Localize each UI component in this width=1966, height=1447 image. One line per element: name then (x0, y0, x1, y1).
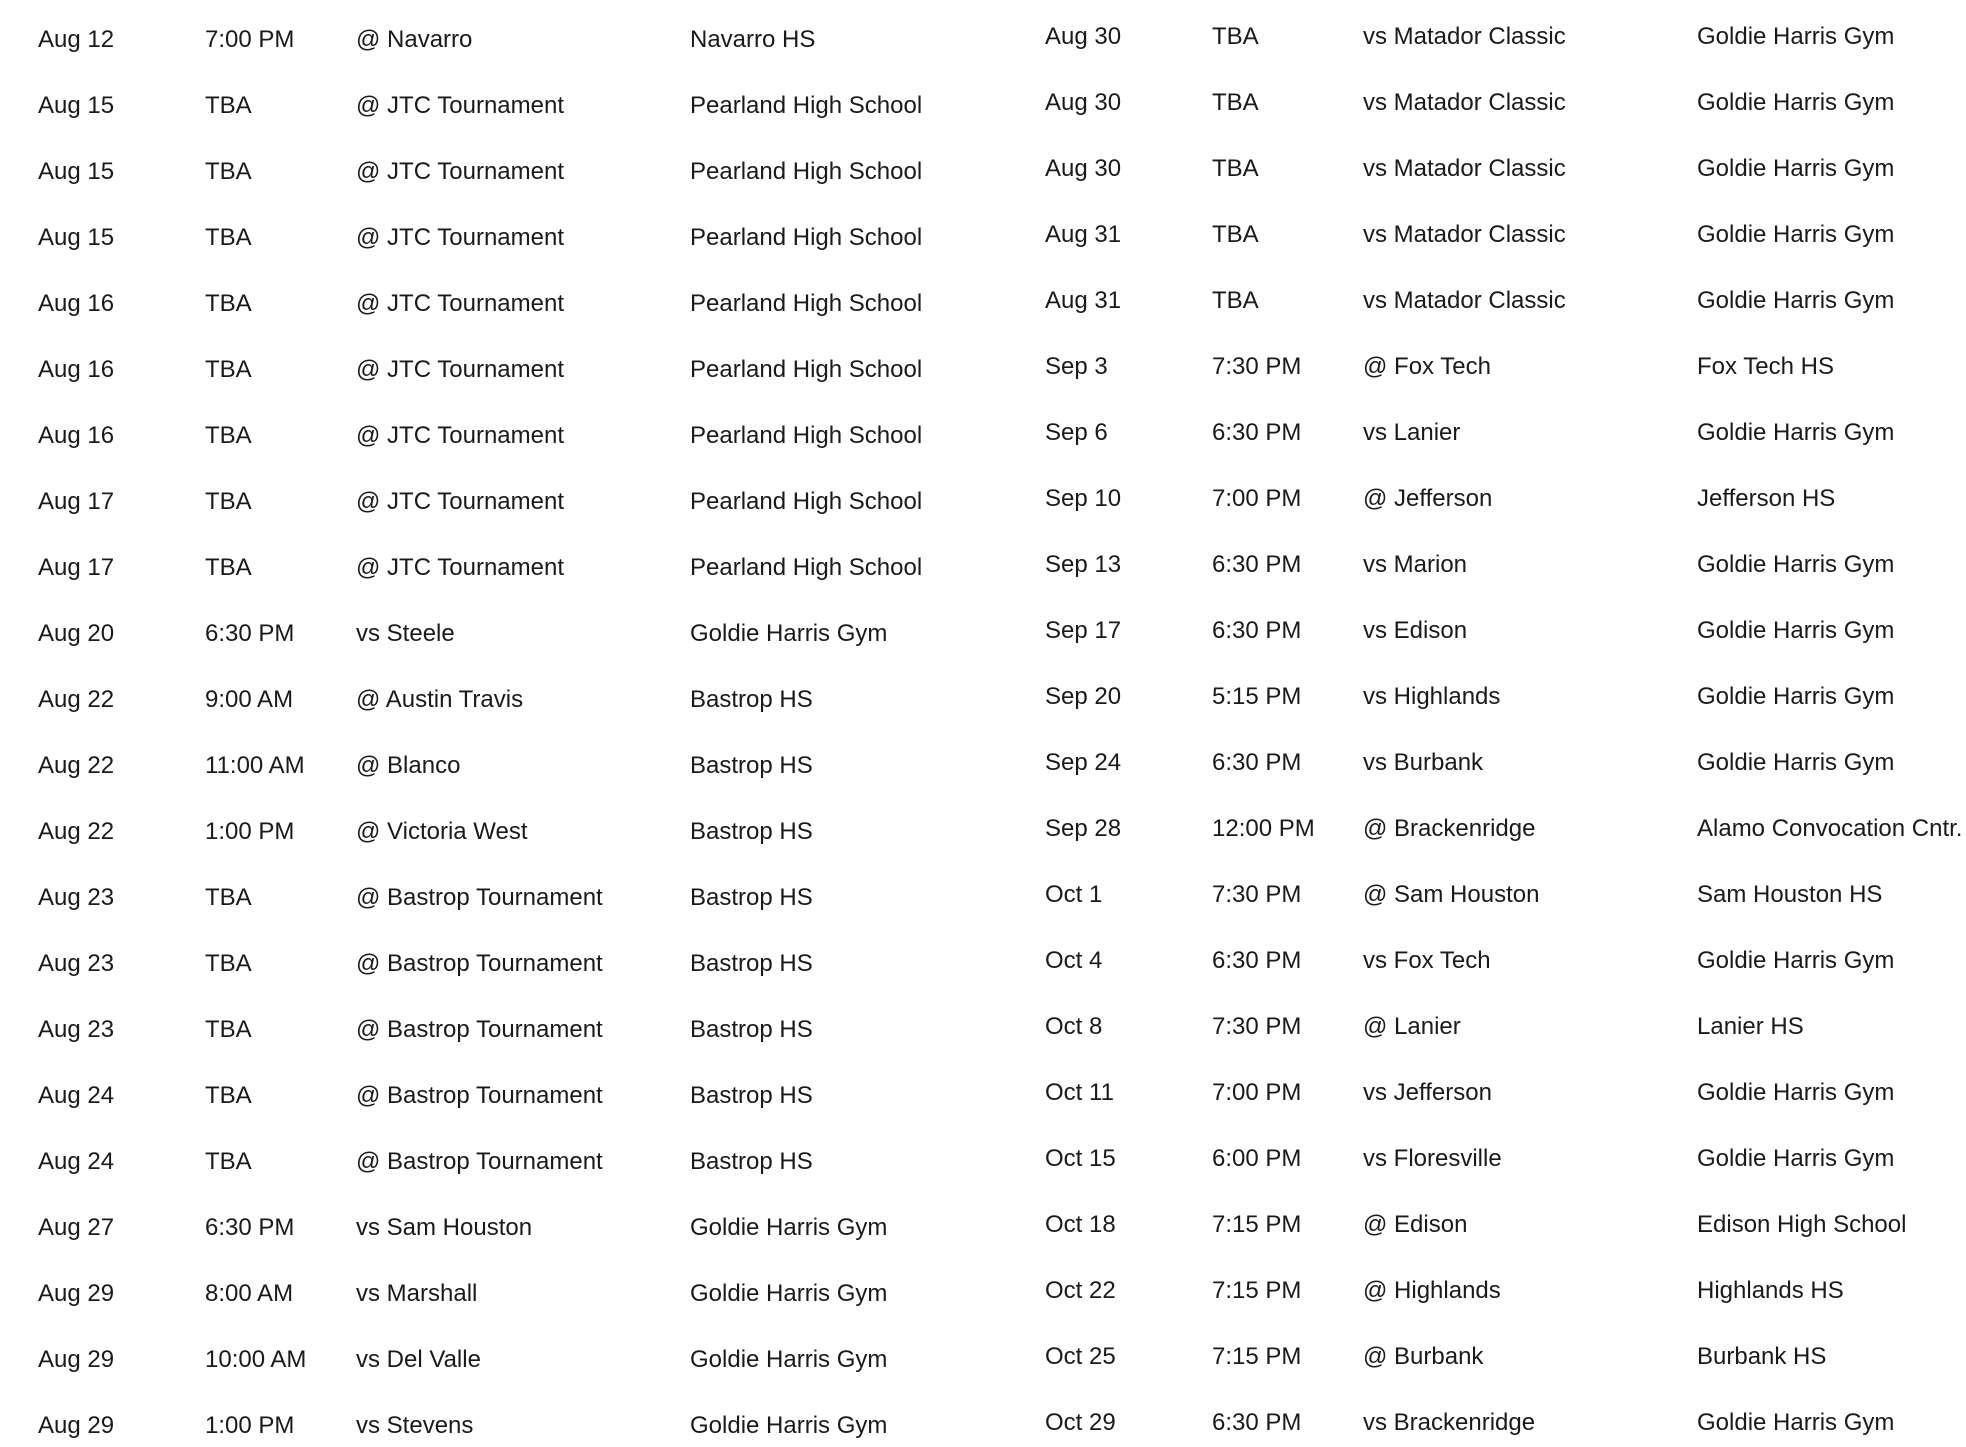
game-location: Goldie Harris Gym (1697, 23, 1895, 50)
game-date: Oct 11 (1045, 1079, 1114, 1106)
game-location: Goldie Harris Gym (1697, 89, 1895, 116)
game-location: Sam Houston HS (1697, 881, 1883, 908)
game-location: Bastrop HS (690, 950, 813, 977)
game-time: 5:15 PM (1212, 683, 1302, 710)
game-time: TBA (205, 488, 252, 515)
game-location: Jefferson HS (1697, 485, 1836, 512)
game-time: 6:00 PM (1212, 1145, 1302, 1172)
game-date: Aug 22 (38, 686, 115, 713)
game-date: Oct 8 (1045, 1013, 1103, 1040)
game-time: TBA (205, 92, 252, 119)
game-time: 7:15 PM (1212, 1211, 1302, 1238)
game-date: Oct 18 (1045, 1211, 1116, 1238)
game-opponent: vs Matador Classic (1363, 89, 1566, 116)
game-location: Bastrop HS (690, 1016, 813, 1043)
game-opponent: vs Sam Houston (356, 1214, 533, 1241)
game-location: Edison High School (1697, 1211, 1907, 1238)
game-time: 7:15 PM (1212, 1343, 1302, 1370)
game-location: Pearland High School (690, 356, 923, 383)
game-location: Goldie Harris Gym (1697, 1145, 1895, 1172)
game-time: 8:00 AM (205, 1280, 294, 1307)
game-location: Fox Tech HS (1697, 353, 1834, 380)
game-location: Goldie Harris Gym (1697, 947, 1895, 974)
game-location: Goldie Harris Gym (1697, 551, 1895, 578)
game-date: Sep 10 (1045, 485, 1122, 512)
game-location: Goldie Harris Gym (690, 1346, 888, 1373)
game-opponent: @ Bastrop Tournament (356, 1016, 603, 1043)
game-location: Alamo Convocation Cntr. (1697, 815, 1963, 842)
game-time: 10:00 AM (205, 1346, 307, 1373)
game-opponent: vs Floresville (1363, 1145, 1502, 1172)
game-location: Bastrop HS (690, 686, 813, 713)
game-date: Oct 22 (1045, 1277, 1116, 1304)
game-opponent: vs Steele (356, 620, 455, 647)
game-date: Aug 17 (38, 554, 115, 581)
game-time: 6:30 PM (1212, 947, 1302, 974)
game-time: 6:30 PM (1212, 551, 1302, 578)
game-date: Aug 17 (38, 488, 115, 515)
game-opponent: @ Edison (1363, 1211, 1468, 1238)
game-location: Goldie Harris Gym (1697, 419, 1895, 446)
game-date: Aug 24 (38, 1148, 115, 1175)
game-date: Aug 23 (38, 950, 115, 977)
game-date: Aug 27 (38, 1214, 115, 1241)
game-opponent: @ JTC Tournament (356, 224, 564, 251)
game-opponent: @ Blanco (356, 752, 461, 779)
game-time: 6:30 PM (205, 620, 295, 647)
game-date: Aug 31 (1045, 221, 1122, 248)
game-location: Goldie Harris Gym (1697, 1079, 1895, 1106)
game-opponent: @ Bastrop Tournament (356, 950, 603, 977)
game-date: Aug 30 (1045, 89, 1122, 116)
game-time: TBA (1212, 155, 1259, 182)
game-time: TBA (205, 158, 252, 185)
game-time: 6:30 PM (1212, 617, 1302, 644)
game-location: Goldie Harris Gym (1697, 749, 1895, 776)
game-date: Oct 4 (1045, 947, 1103, 974)
game-location: Pearland High School (690, 422, 923, 449)
game-time: TBA (205, 554, 252, 581)
game-location: Pearland High School (690, 158, 923, 185)
game-date: Aug 16 (38, 356, 115, 383)
game-date: Aug 29 (38, 1346, 115, 1373)
game-time: TBA (205, 950, 252, 977)
game-location: Goldie Harris Gym (1697, 617, 1895, 644)
game-time: 7:30 PM (1212, 353, 1302, 380)
game-time: 7:00 PM (1212, 1079, 1302, 1106)
game-date: Sep 24 (1045, 749, 1122, 776)
game-date: Sep 28 (1045, 815, 1122, 842)
game-time: TBA (205, 290, 252, 317)
game-date: Aug 29 (38, 1412, 115, 1439)
game-date: Aug 15 (38, 224, 115, 251)
game-date: Oct 25 (1045, 1343, 1116, 1370)
game-time: TBA (1212, 89, 1259, 116)
game-date: Aug 16 (38, 422, 115, 449)
game-opponent: @ JTC Tournament (356, 92, 564, 119)
game-location: Lanier HS (1697, 1013, 1804, 1040)
game-time: TBA (1212, 287, 1259, 314)
game-location: Pearland High School (690, 554, 923, 581)
game-date: Sep 13 (1045, 551, 1122, 578)
game-location: Goldie Harris Gym (690, 1280, 888, 1307)
game-opponent: vs Fox Tech (1363, 947, 1491, 974)
game-opponent: @ Fox Tech (1363, 353, 1491, 380)
game-time: 7:15 PM (1212, 1277, 1302, 1304)
game-location: Bastrop HS (690, 818, 813, 845)
game-time: TBA (205, 224, 252, 251)
game-time: TBA (1212, 23, 1259, 50)
game-time: 6:30 PM (1212, 749, 1302, 776)
game-date: Aug 30 (1045, 23, 1122, 50)
game-opponent: @ Sam Houston (1363, 881, 1540, 908)
game-location: Bastrop HS (690, 884, 813, 911)
game-opponent: vs Edison (1363, 617, 1468, 644)
game-date: Sep 6 (1045, 419, 1108, 446)
game-opponent: @ Bastrop Tournament (356, 1082, 603, 1109)
game-opponent: @ JTC Tournament (356, 554, 564, 581)
game-opponent: @ Lanier (1363, 1013, 1461, 1040)
game-date: Aug 30 (1045, 155, 1122, 182)
game-time: TBA (205, 356, 252, 383)
game-date: Sep 3 (1045, 353, 1108, 380)
game-opponent: vs Matador Classic (1363, 155, 1566, 182)
game-location: Burbank HS (1697, 1343, 1827, 1370)
game-opponent: @ Burbank (1363, 1343, 1484, 1370)
game-location: Goldie Harris Gym (1697, 221, 1895, 248)
game-location: Bastrop HS (690, 1082, 813, 1109)
game-location: Pearland High School (690, 290, 923, 317)
game-opponent: vs Highlands (1363, 683, 1501, 710)
game-location: Pearland High School (690, 224, 923, 251)
game-date: Aug 12 (38, 26, 115, 53)
game-time: 6:30 PM (1212, 419, 1302, 446)
game-opponent: @ Highlands (1363, 1277, 1501, 1304)
game-date: Aug 31 (1045, 287, 1122, 314)
game-date: Aug 24 (38, 1082, 115, 1109)
game-opponent: vs Stevens (356, 1412, 474, 1439)
game-date: Aug 15 (38, 158, 115, 185)
game-time: 7:00 PM (205, 26, 295, 53)
game-location: Pearland High School (690, 488, 923, 515)
game-opponent: @ Victoria West (356, 818, 528, 845)
game-opponent: vs Jefferson (1363, 1079, 1492, 1106)
game-location: Pearland High School (690, 92, 923, 119)
game-opponent: @ JTC Tournament (356, 422, 564, 449)
game-location: Goldie Harris Gym (1697, 1409, 1895, 1436)
game-opponent: vs Matador Classic (1363, 23, 1566, 50)
game-opponent: vs Marion (1363, 551, 1468, 578)
game-time: 7:30 PM (1212, 1013, 1302, 1040)
game-date: Aug 22 (38, 818, 115, 845)
game-opponent: vs Burbank (1363, 749, 1484, 776)
game-time: 1:00 PM (205, 818, 295, 845)
game-opponent: @ Bastrop Tournament (356, 1148, 603, 1175)
game-date: Aug 20 (38, 620, 115, 647)
game-opponent: @ JTC Tournament (356, 158, 564, 185)
game-date: Sep 20 (1045, 683, 1122, 710)
game-date: Aug 29 (38, 1280, 115, 1307)
game-time: 7:00 PM (1212, 485, 1302, 512)
game-opponent: @ Navarro (356, 26, 473, 53)
game-time: TBA (1212, 221, 1259, 248)
game-location: Goldie Harris Gym (690, 1412, 888, 1439)
game-location: Goldie Harris Gym (1697, 155, 1895, 182)
game-location: Goldie Harris Gym (690, 1214, 888, 1241)
game-time: 6:30 PM (1212, 1409, 1302, 1436)
game-opponent: @ Brackenridge (1363, 815, 1536, 842)
game-location: Goldie Harris Gym (690, 620, 888, 647)
game-location: Navarro HS (690, 26, 816, 53)
game-date: Aug 22 (38, 752, 115, 779)
game-location: Goldie Harris Gym (1697, 287, 1895, 314)
game-opponent: @ JTC Tournament (356, 290, 564, 317)
game-time: TBA (205, 422, 252, 449)
game-time: 7:30 PM (1212, 881, 1302, 908)
game-location: Bastrop HS (690, 1148, 813, 1175)
game-opponent: @ Bastrop Tournament (356, 884, 603, 911)
game-time: TBA (205, 1082, 252, 1109)
game-opponent: vs Matador Classic (1363, 287, 1566, 314)
game-date: Oct 29 (1045, 1409, 1116, 1436)
game-location: Bastrop HS (690, 752, 813, 779)
game-time: TBA (205, 884, 252, 911)
game-opponent: @ Austin Travis (356, 686, 524, 713)
game-location: Highlands HS (1697, 1277, 1844, 1304)
game-opponent: @ Jefferson (1363, 485, 1493, 512)
game-opponent: vs Del Valle (356, 1346, 481, 1373)
game-date: Aug 15 (38, 92, 115, 119)
game-opponent: vs Lanier (1363, 419, 1461, 446)
game-opponent: @ JTC Tournament (356, 488, 564, 515)
game-time: 1:00 PM (205, 1412, 295, 1439)
game-time: 9:00 AM (205, 686, 294, 713)
game-date: Sep 17 (1045, 617, 1122, 644)
game-location: Goldie Harris Gym (1697, 683, 1895, 710)
game-date: Aug 23 (38, 884, 115, 911)
game-opponent: vs Matador Classic (1363, 221, 1566, 248)
game-time: TBA (205, 1148, 252, 1175)
game-date: Oct 15 (1045, 1145, 1116, 1172)
game-time: 6:30 PM (205, 1214, 295, 1241)
game-date: Aug 16 (38, 290, 115, 317)
game-time: 11:00 AM (205, 752, 305, 779)
game-opponent: @ JTC Tournament (356, 356, 564, 383)
game-time: TBA (205, 1016, 252, 1043)
game-opponent: vs Brackenridge (1363, 1409, 1536, 1436)
game-time: 12:00 PM (1212, 815, 1315, 842)
game-date: Aug 23 (38, 1016, 115, 1043)
game-date: Oct 1 (1045, 881, 1103, 908)
game-opponent: vs Marshall (356, 1280, 478, 1307)
